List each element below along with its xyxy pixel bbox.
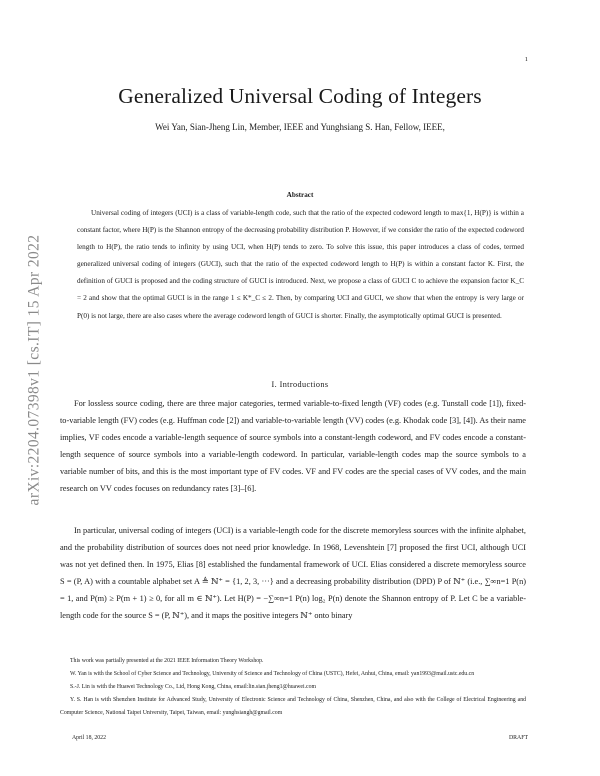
- footnote-workshop: This work was partially presented at the 2021 IEEE Information Theory Workshop.: [70, 658, 264, 664]
- paper-title: Generalized Universal Coding of Integers: [118, 84, 482, 108]
- footnotes: [60, 655, 526, 720]
- author-list: Wei Yan, Sian-Jheng Lin, Member, IEEE and Yunghsiang S. Han, Fellow, IEEE,: [155, 122, 445, 132]
- footer-date: April 18, 2022: [72, 735, 106, 741]
- footnote-author-yan: W. Yan is with the School of Cyber Science and Technology, University of Science and Technology of China (USTC), Hefei, Anhui, China, email: yan1993@mail.ustc.edu.cn: [70, 671, 475, 677]
- abstract-heading: Abstract: [286, 191, 314, 199]
- introduction-paragraph-1: [60, 395, 526, 498]
- body-paragraph: In particular, universal coding of integers (UCI) is a variable-length code for the discrete memoryless sources with the infinite alphabet, and the probability distribution of sources does not need prior knowledge. In 1968, Levenshtein [7] proposed the first UCI, although UCI was not yet defined then. In 1975, Elias [8] established the fundamental framework of UCI. Elias considered a discrete memoryless source S = (P, A) with a countable alphabet set A ≜ ℕ⁺ = {1, 2, 3, ···} and a decreasing probability distribution (DPD) P of ℕ⁺ (i.e., ∑∞n=1 P(n) = 1, and P(m) ≥ P(m + 1) ≥ 0, for all m ∈ ℕ⁺). Let H(P) = −∑∞n=1 P(n) log₂ P(n) denote the Shannon entropy of P. Let C be a variable-length code for the source S = (P, ℕ⁺), and it maps the positive integers ℕ⁺ onto binary: [60, 526, 526, 621]
- arxiv-identifier: arXiv:2204.07398v1 [cs.IT] 15 Apr 2022: [25, 234, 43, 506]
- footnote-author-han: Y. S. Han is with Shenzhen Institute for Advanced Study, University of Electronic Science and Technology of China, Shenzhen, China, and also with the College of Electrical Engineering and Computer Science, National Taipei University, Taipei, Taiwan, email: yunghsiangh@gmail.com: [60, 697, 526, 716]
- footnote-author-lin: S.-J. Lin is with the Huawei Technology Co., Ltd, Hong Kong, China, email:lin.sian.jheng1@huawei.com: [70, 684, 317, 690]
- footer-draft-label: DRAFT: [508, 735, 528, 741]
- section-heading-introduction: I. Introductions: [271, 380, 329, 389]
- abstract-text: Universal coding of integers (UCI) is a class of variable-length code, such that the ratio of the expected codeword length to max{1, H(P)} is within a constant factor, where H(P) is the Shannon entropy of the decreasing probability distribution P. However, if we consider the ratio of the expected codeword length to H(P), the ratio tends to infinity by using UCI, when H(P) tends to zero. To solve this issue, this paper introduces a class of codes, termed generalized universal coding of integers (GUCI), such that the ratio of the expected codeword length to H(P) is within a constant factor K. First, the definition of GUCI is proposed and the coding structure of GUCI is introduced. Next, we propose a class of GUCI C to achieve the expansion factor K_C = 2 and show that the optimal GUCI is in the range 1 ≤ K*_C ≤ 2. Then, by comparing UCI and GUCI, we show that when the entropy is very large or P(0) is not large, there are also cases where the average codeword length of GUCI is shorter. Finally, the asymptotically optimal GUCI is presented.: [77, 209, 524, 320]
- introduction-paragraph-2: [60, 522, 526, 625]
- body-paragraph: For lossless source coding, there are three major categories, termed variable-to-fixed length (VF) codes (e.g. Tunstall code [1]), fixed-to-variable length (FV) codes (e.g. Huffman code [2]) and variable-to-variable length (VV) codes (e.g. Khodak code [3], [4]). As their name implies, VF codes encode a variable-length sequence of source symbols into a constant-length codeword, and FV codes encode a constant-length sequence of source symbols into a variable-length codeword. In particular, variable-length codes map the source symbols to a variable number of bits, and this is the most important type of FV codes. VF and FV codes are the special cases of VV codes, and the main research on VV codes focuses on redundancy rates [3]–[6].: [60, 399, 526, 494]
- page-number: 1: [524, 56, 528, 63]
- arxiv-stamp: [14, 195, 54, 545]
